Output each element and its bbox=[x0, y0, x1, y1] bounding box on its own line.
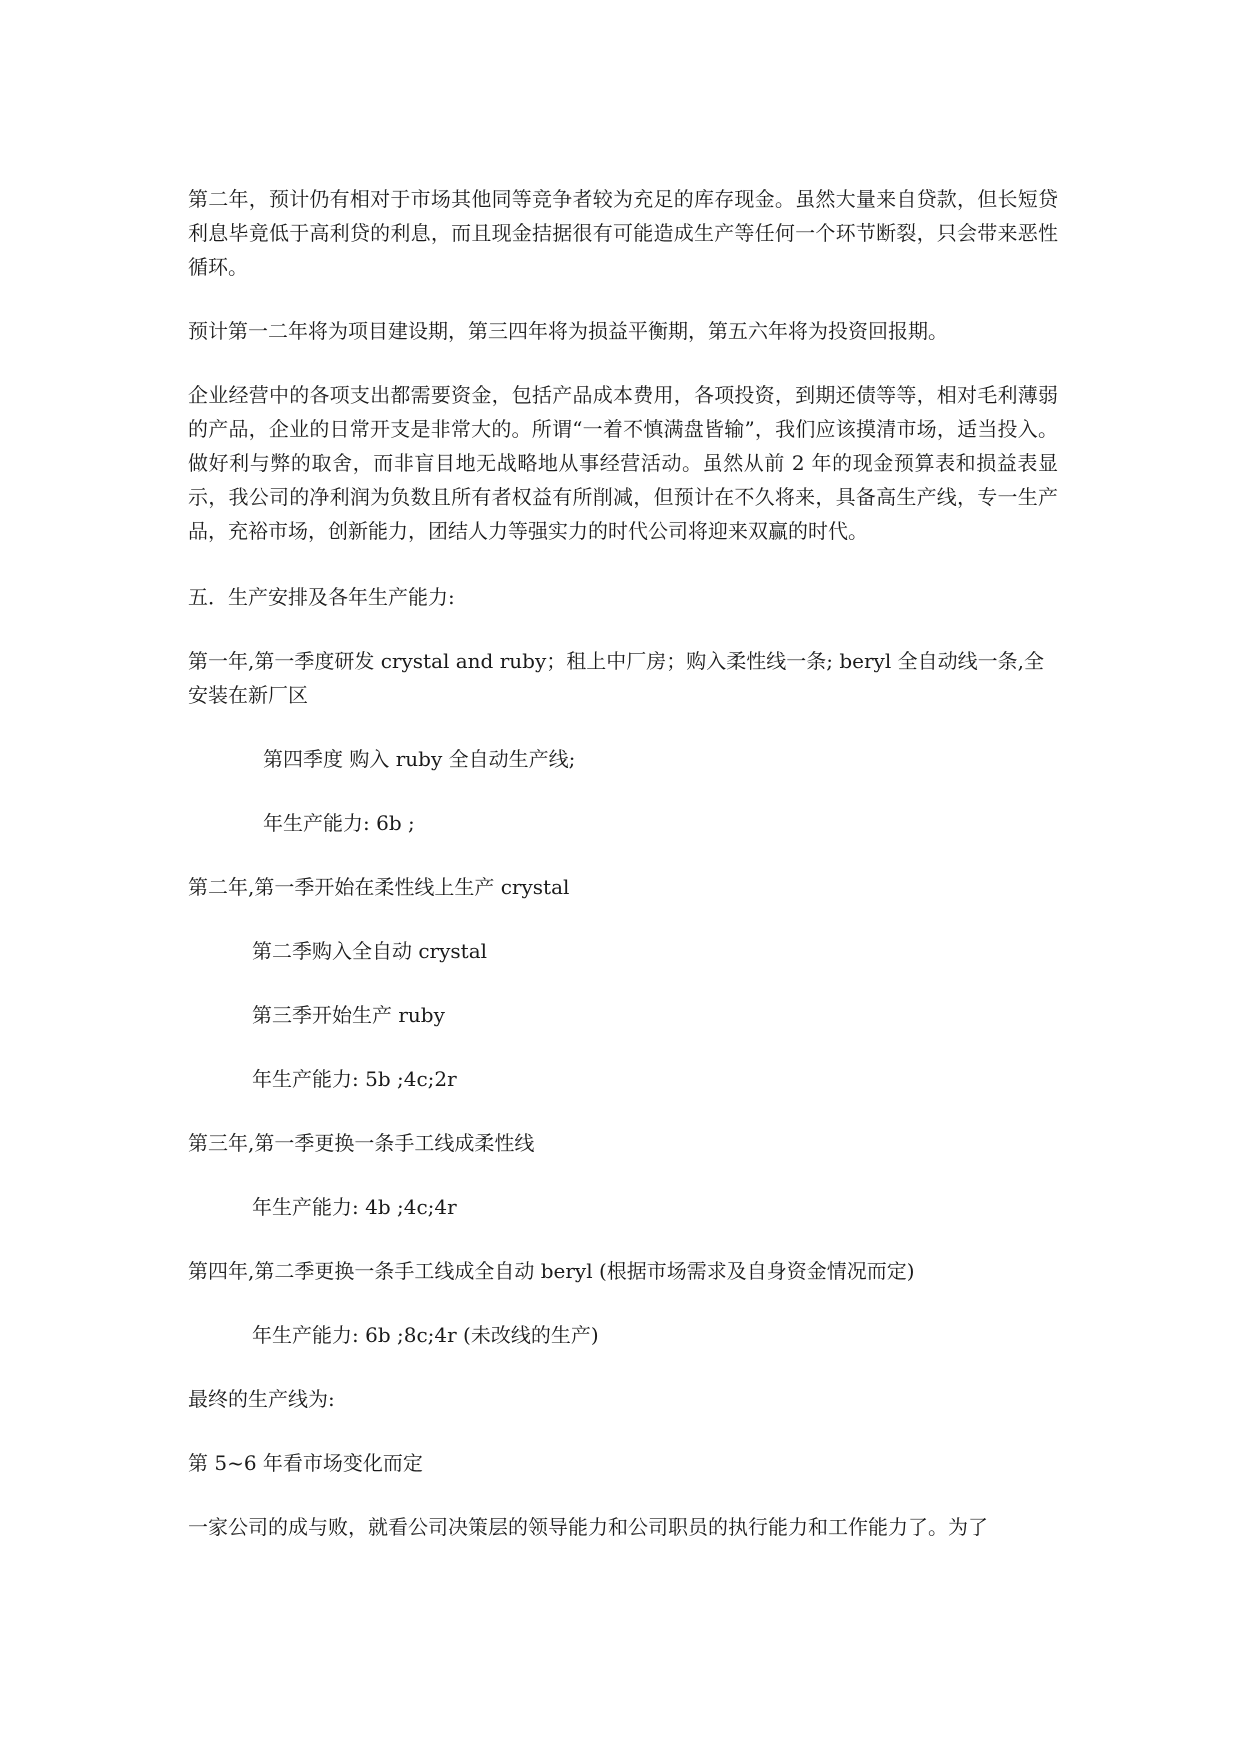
year4-plan: 第四年,第二季更换一条手工线成全自动 beryl (根据市场需求及自身资金情况而定) bbox=[188, 1259, 915, 1283]
closing-paragraph: 一家公司的成与败，就看公司决策层的领导能力和公司职员的执行能力和工作能力了。为了 bbox=[188, 1515, 988, 1539]
year1-q4-plan: 第四季度 购入 ruby 全自动生产线; bbox=[263, 747, 576, 771]
document-body bbox=[188, 182, 1058, 1544]
paragraph-expenditure: 企业经营中的各项支出都需要资金，包括产品成本费用，各项投资，到期还债等等，相对毛利薄弱的产品，企业的日常开支是非常大的。所谓“一着不慎满盘皆输”，我们应该摸清市场，适当投入。做好利与弊的取舍，而非盲目地无战略地从事经营活动。虽然从前 2 年的现金预算表和损益表显示，我公司的净利润为负数且所有者权益有所削减，但预计在不久将来，具备高生产线，专一生产品，充裕市场，创新能力，团结人力等强实力的时代公司将迎来双赢的时代。 bbox=[188, 383, 1058, 543]
year4-capacity: 年生产能力: 6b ;8c;4r (未改线的生产) bbox=[252, 1323, 599, 1347]
year1-capacity: 年生产能力: 6b ; bbox=[263, 811, 415, 835]
year3-plan: 第三年,第一季更换一条手工线成柔性线 bbox=[188, 1131, 535, 1155]
year2-q3-plan: 第三季开始生产 ruby bbox=[252, 1003, 445, 1027]
paragraph-project-phases: 预计第一二年将为项目建设期，第三四年将为损益平衡期，第五六年将为投资回报期。 bbox=[188, 319, 948, 343]
years-5-6-plan: 第 5~6 年看市场变化而定 bbox=[188, 1451, 423, 1475]
year1-plan-line1: 第一年,第一季度研发 crystal and ruby；租上中厂房；购入柔性线一条; beryl 全自动线一条,全 bbox=[188, 649, 1044, 673]
section-heading: 五．生产安排及各年生产能力: bbox=[188, 585, 455, 609]
year2-capacity: 年生产能力: 5b ;4c;2r bbox=[252, 1067, 457, 1091]
year1-plan-line2: 安装在新厂区 bbox=[188, 683, 308, 707]
year2-q2-plan: 第二季购入全自动 crystal bbox=[252, 939, 488, 963]
final-production-line-label: 最终的生产线为: bbox=[188, 1387, 335, 1411]
year2-plan: 第二年,第一季开始在柔性线上生产 crystal bbox=[188, 875, 570, 899]
year3-capacity: 年生产能力: 4b ;4c;4r bbox=[252, 1195, 457, 1219]
paragraph-year2-cash: 第二年，预计仍有相对于市场其他同等竞争者较为充足的库存现金。虽然大量来自贷款，但长短贷利息毕竟低于高利贷的利息，而且现金拮据很有可能造成生产等任何一个环节断裂，只会带来恶性循环。 bbox=[188, 187, 1058, 279]
